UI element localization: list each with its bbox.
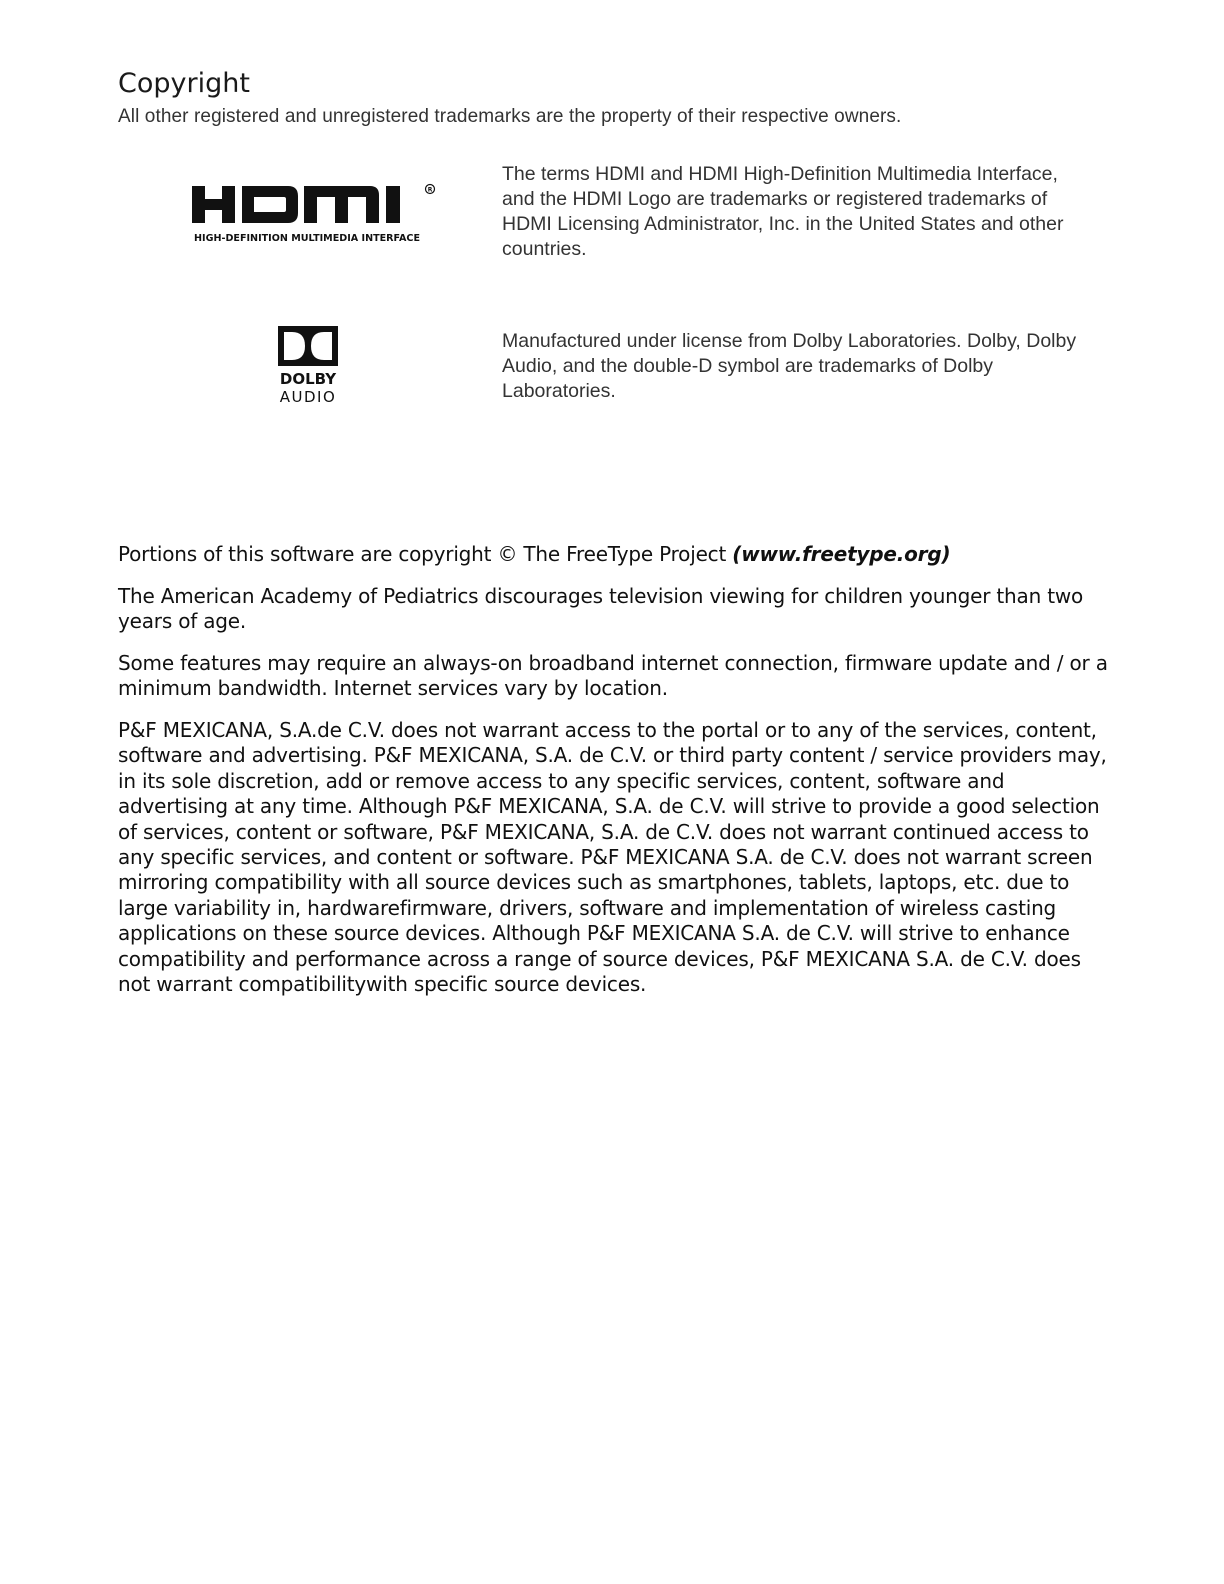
features-notice: Some features may require an always-on broadband internet connection, firmware update and / or a minimum bandwidth. Internet services vary by location.	[118, 651, 1108, 701]
warranty-notice: P&F MEXICANA, S.A.de C.V. does not warrant access to the portal or to any of the services, content, software and advertising. P&F MEXICANA, S.A. de C.V. or third party content / service providers may, in its sole discretion, add or remove access to any specific services, content, software and advertising at any time. Although P&F MEXICANA, S.A. de C.V. will strive to provide a good selection of services, content or software, P&F MEXICANA, S.A. de C.V. does not warrant continued access to any specific services, and content or software. P&F MEXICANA S.A. de C.V. does not warrant screen mirroring compatibility with all source devices such as smartphones, tablets, laptops, etc. due to large variability in, hardwarefirmware, drivers, software and implementation of wireless casting applications on these source devices. Although P&F MEXICANA S.A. de C.V. will strive to enhance compatibility and performance across a range of source devices, P&F MEXICANA S.A. de C.V. does not warrant compatibilitywith specific source devices.	[118, 718, 1107, 997]
freetype-notice	[118, 542, 1108, 567]
aap-notice: The American Academy of Pediatrics discourages television viewing for children younger than two years of age.	[118, 584, 1084, 634]
hdmi-logo	[192, 180, 440, 246]
freetype-url: (www.freetype.org)	[732, 542, 951, 566]
dolby-logo-line2: AUDIO	[279, 388, 337, 406]
dolby-trademark-text: Manufactured under license from Dolby Laboratories. Dolby, Dolby Audio, and the double-D symbol are trademarks of Dolby Laboratories.	[502, 330, 1077, 402]
page-title: Copyright	[118, 68, 250, 99]
svg-text:R: R	[427, 186, 433, 194]
freetype-text: Portions of this software are copyright © The FreeType Project	[118, 542, 733, 566]
hdmi-tagline: HIGH-DEFINITION MULTIMEDIA INTERFACE	[194, 233, 420, 244]
dolby-audio-logo	[272, 324, 344, 408]
hdmi-trademark-text: The terms HDMI and HDMI High-Definition Multimedia Interface, and the HDMI Logo are trademarks or registered trademarks of HDMI Licensing Administrator, Inc. in the United States and other countries.	[502, 163, 1064, 260]
trademark-notice: All other registered and unregistered trademarks are the property of their respective owners.	[118, 106, 902, 127]
dolby-logo-line1: DOLBY	[279, 370, 337, 388]
